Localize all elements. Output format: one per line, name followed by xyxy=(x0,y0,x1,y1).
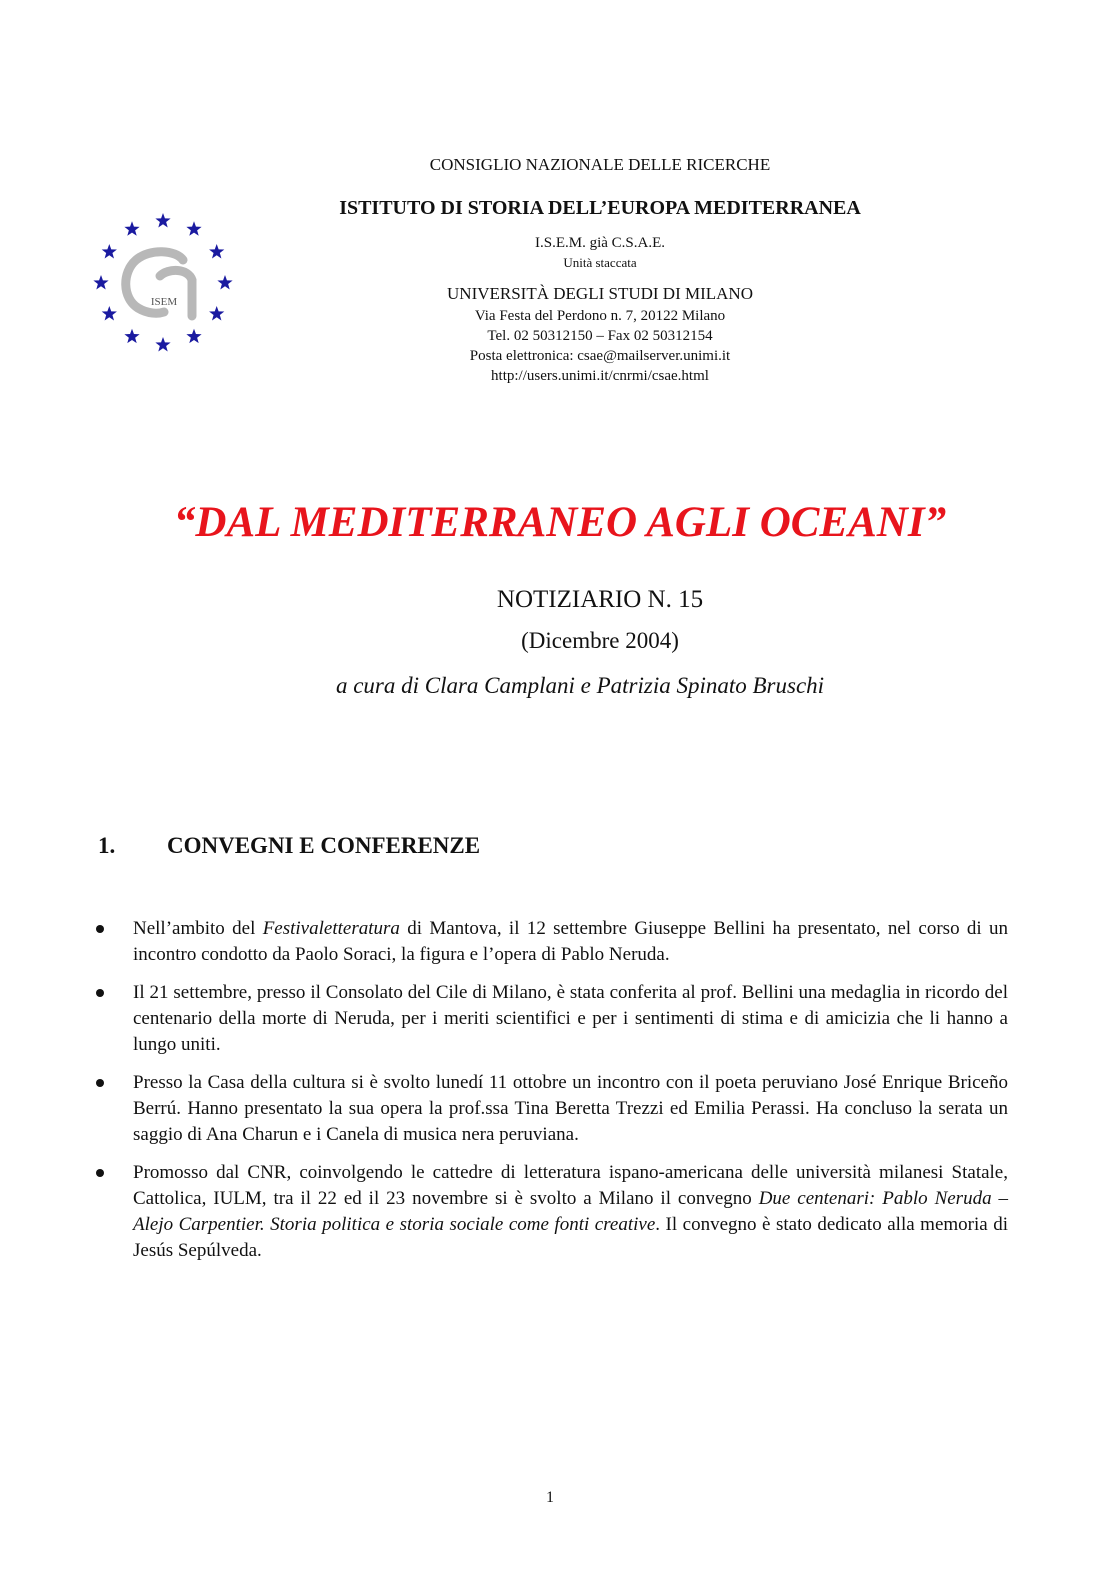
star-icon xyxy=(155,213,170,227)
logo-text: ISEM xyxy=(150,296,178,308)
university-name: UNIVERSITÀ DEGLI STUDI DI MILANO xyxy=(447,284,753,303)
issue-number: NOTIZIARIO N. 15 xyxy=(496,586,704,613)
list-item xyxy=(96,916,1008,968)
logo-graphic xyxy=(88,208,238,358)
unit-label: Unità staccata xyxy=(563,255,637,270)
list-item-text: Nell’ambito del Festivaletteratura di Mantova, il 12 settembre Giuseppe Bellini ha presentato, nel corso di un incontro condotto da Paolo Soraci, la figura e l’opera di Pablo Neruda. xyxy=(133,918,1008,965)
address-phone-fax: Tel. 02 50312150 – Fax 02 50312154 xyxy=(487,328,713,344)
address-email: Posta elettronica: csae@mailserver.unimi.it xyxy=(469,348,731,364)
address-url: http://users.unimi.it/cnrmi/csae.html xyxy=(491,368,709,384)
list-item xyxy=(96,1070,1008,1148)
section-number: 1. xyxy=(98,833,116,858)
star-icon xyxy=(124,221,139,235)
conference-title: Due centenari: Pablo Neruda – Alejo Carpentier. Storia politica e storia sociale come fonti creative xyxy=(133,1188,1008,1235)
star-ring xyxy=(93,213,232,351)
list-item xyxy=(96,1160,1008,1264)
list-item xyxy=(96,980,1008,1058)
list-item-text: Promosso dal CNR, coinvolgendo le cattedre di letteratura ispano-americana delle università milanesi Statale, Cattolica, IULM, tra il 22 ed il 23 novembre si è svolto a Milano il convegno Due centenari: Pablo Neruda – Alejo Carpentier. Storia politica e storia sociale come fonti creative. Il convegno è stato dedicato alla memoria di Jesús Sepúlveda. xyxy=(133,1162,1008,1261)
list-item-text: Presso la Casa della cultura si è svolto lunedí 11 ottobre un incontro con il poeta peruviano José Enrique Briceño Berrú. Hanno presentato la sua opera la prof.ssa Tina Beretta Trezzi ed Emilia Perassi. Ha concluso la serata un saggio di Ana Charun e i Canela di musica nera peruviana. xyxy=(133,1072,1008,1145)
bullet-icon xyxy=(96,925,104,933)
issue-date: (Dicembre 2004) xyxy=(521,628,679,653)
star-icon xyxy=(124,329,139,343)
isem-logo xyxy=(88,208,238,358)
festival-name: Festivaletteratura xyxy=(262,918,400,939)
institute-acronym: I.S.E.M. già C.S.A.E. xyxy=(534,235,665,251)
council-name: CONSIGLIO NAZIONALE DELLE RICERCHE xyxy=(429,155,771,174)
star-icon xyxy=(209,306,224,320)
bullet-icon xyxy=(96,1079,104,1087)
news-list xyxy=(96,916,1008,1276)
star-icon xyxy=(102,306,117,320)
page-number: 1 xyxy=(546,1489,554,1506)
bullet-icon xyxy=(96,1169,104,1177)
list-item-text: Il 21 settembre, presso il Consolato del Cile di Milano, è stata conferita al prof. Bellini una medaglia in ricordo del centenario della morte di Neruda, per i meriti scientifici e per i sentimenti di stima e di amicizia che li hanno a lungo uniti. xyxy=(133,982,1008,1055)
star-icon xyxy=(155,337,170,351)
star-icon xyxy=(93,275,108,289)
newsletter-title: “DAL MEDITERRANEO AGLI OCEANI” xyxy=(173,499,947,546)
star-icon xyxy=(186,329,201,343)
institute-name: ISTITUTO DI STORIA DELL’EUROPA MEDITERRANEA xyxy=(339,197,861,219)
section-title: CONVEGNI E CONFERENZE xyxy=(167,833,481,858)
editors-line: a cura di Clara Camplani e Patrizia Spinato Bruschi xyxy=(335,673,825,698)
star-icon xyxy=(209,244,224,258)
star-icon xyxy=(217,275,232,289)
star-icon xyxy=(102,244,117,258)
star-icon xyxy=(186,221,201,235)
address-street: Via Festa del Perdono n. 7, 20122 Milano xyxy=(474,308,726,324)
bullet-icon xyxy=(96,989,104,997)
